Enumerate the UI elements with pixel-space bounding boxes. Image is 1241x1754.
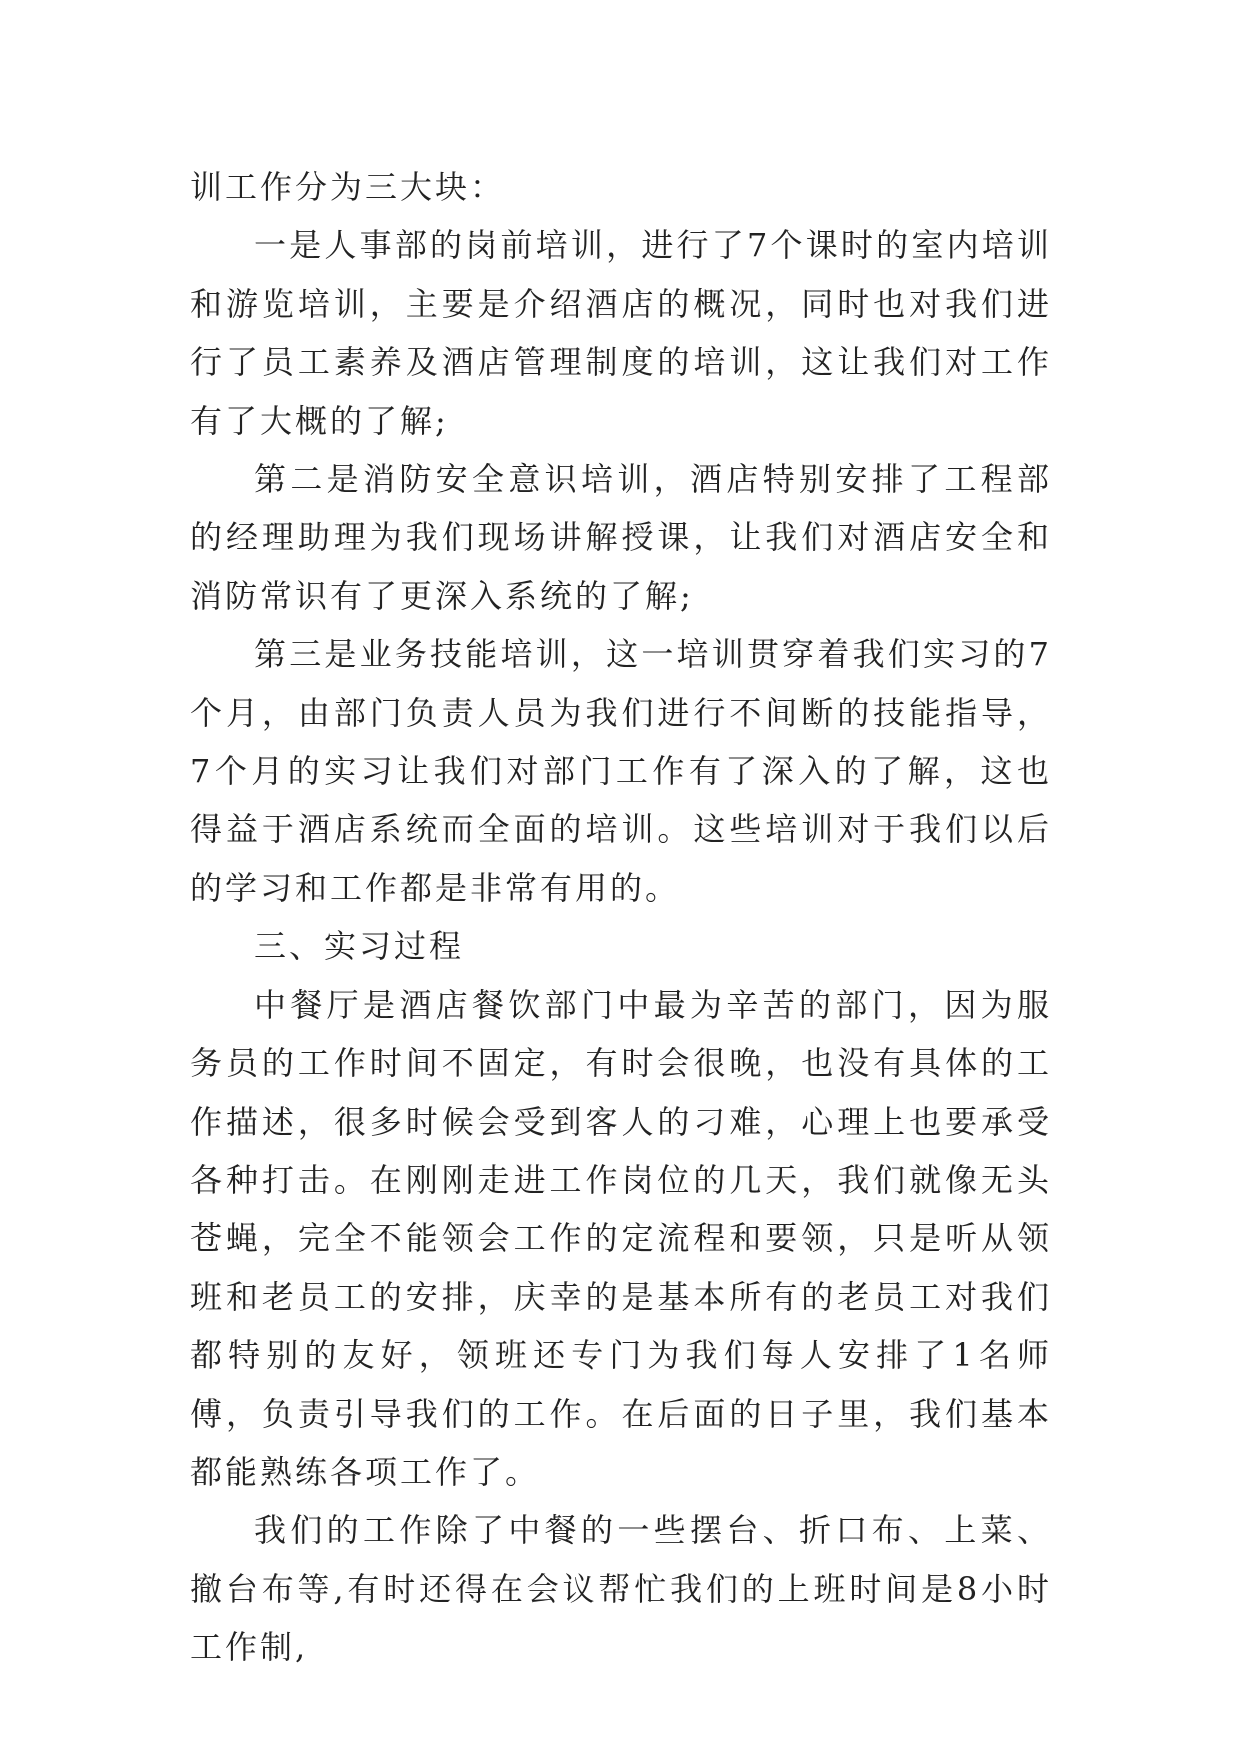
paragraph-1: 训工作分为三大块： [190,168,506,206]
paragraph-6: 我们的工作除了中餐的一些摆台、折口布、上菜、撤台布等,有时还得在会议帮忙我们的上班时间是8小时工作制, [190,1511,1052,1667]
paragraph-3: 第二是消防安全意识培训，酒店特别安排了工程部的经理助理为我们现场讲解授课，让我们对酒店安全和消防常识有了更深入系统的了解; [190,460,1052,615]
paragraph-2: 一是人事部的岗前培训，进行了7个课时的室内培训和游览培训，主要是介绍酒店的概况，同时也对我们进行了员工素养及酒店管理制度的培训，这让我们对工作有了大概的了解; [190,226,1052,440]
document-body [190,158,1052,1677]
paragraph-5: 中餐厅是酒店餐饮部门中最为辛苦的部门，因为服务员的工作时间不固定，有时会很晚，也没有具体的工作描述，很多时候会受到客人的刁难，心理上也要承受各种打击。在刚刚走进工作岗位的几天，我们就像无头苍蝇，完全不能领会工作的定流程和要领，只是听从领班和老员工的安排，庆幸的是基本所有的老员工对我们都特别的友好，领班还专门为我们每人安排了1名师傅，负责引导我们的工作。在后面的日子里，我们基本都能熟练各项工作了。 [190,985,1052,1491]
section-heading: 三、实习过程 [254,927,465,966]
paragraph-4: 第三是业务技能培训，这一培训贯穿着我们实习的7个月，由部门负责人员为我们进行不间断的技能指导，7个月的实习让我们对部门工作有了深入的了解，这也得益于酒店系统而全面的培训。这些培训对于我们以后的学习和工作都是非常有用的。 [190,635,1052,907]
